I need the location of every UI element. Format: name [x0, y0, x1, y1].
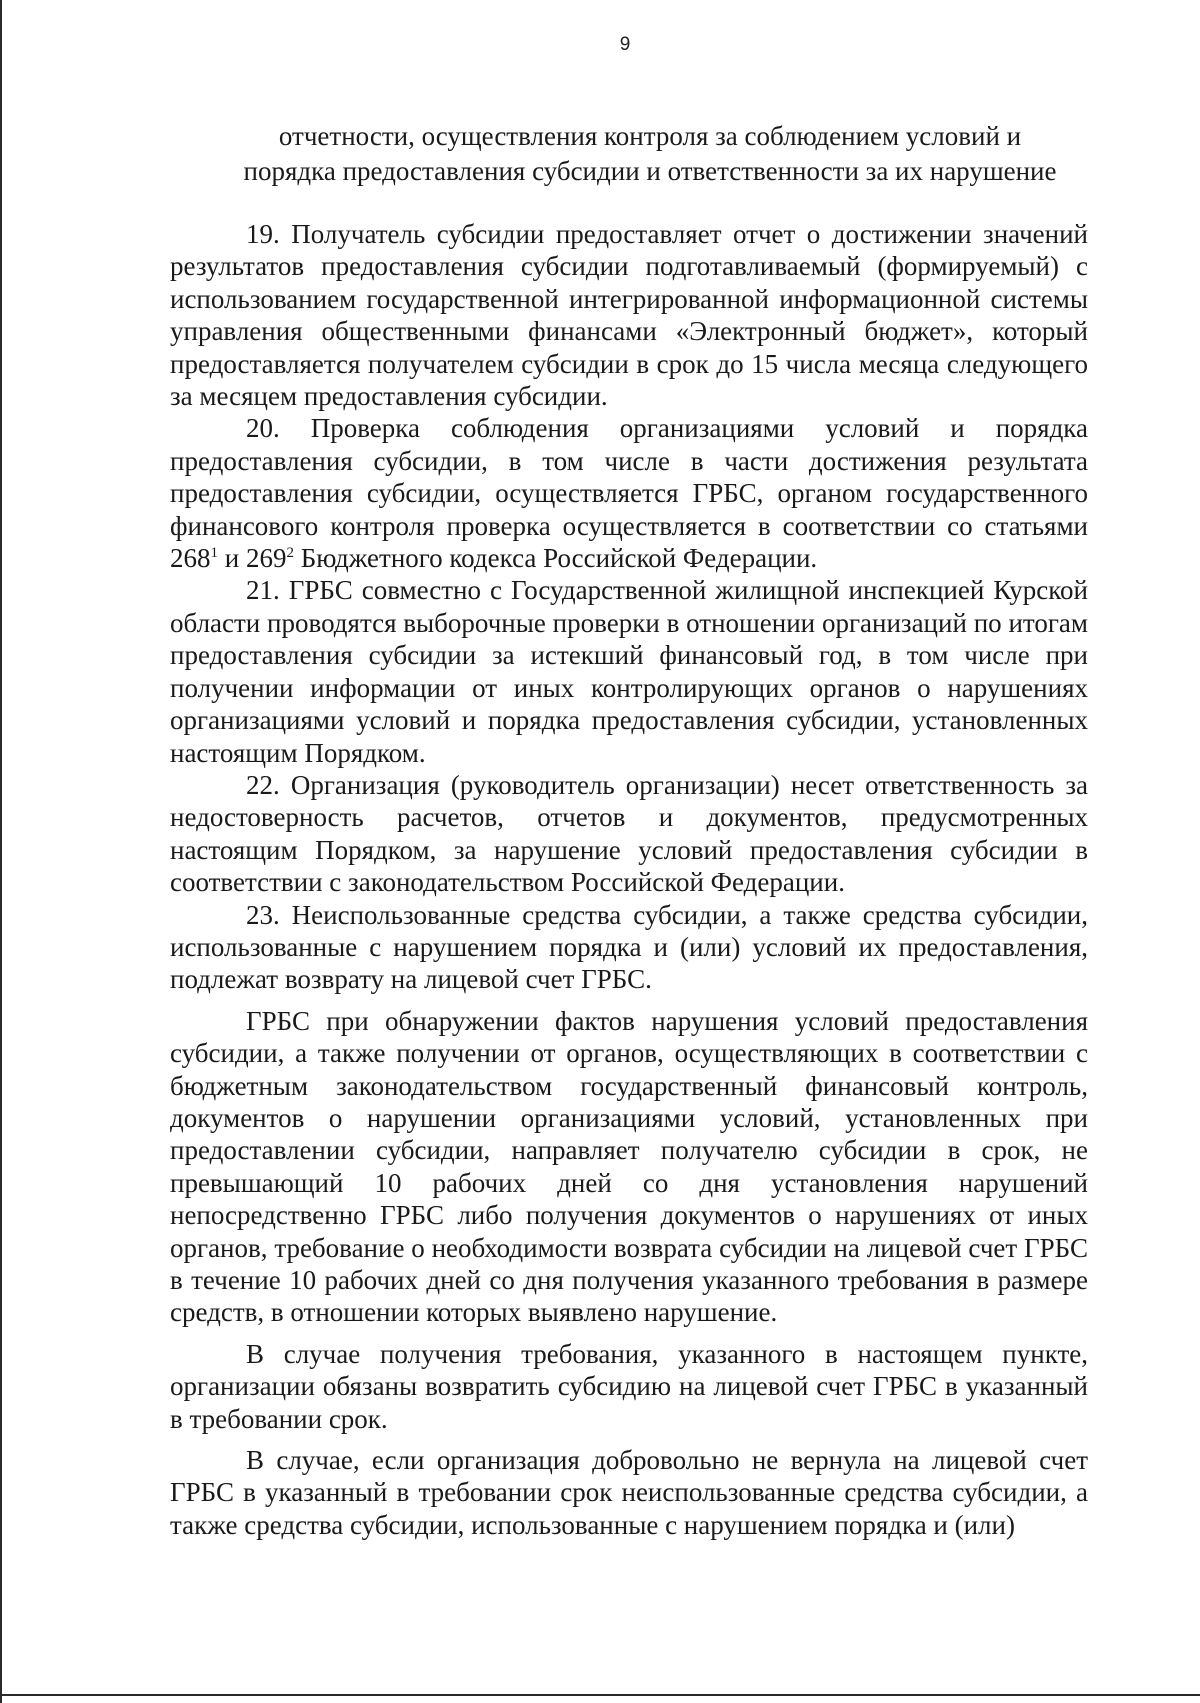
- paragraph-20-text: Бюджетного кодекса Российской Федерации.: [293, 543, 818, 574]
- paragraph-23: 23. Неиспользованные средства субсидии, а также средства субсидии, использованные с нарушением порядка и (или) условий их предоставления, подлежат возврату на лицевой счет ГРБС.: [170, 899, 1088, 995]
- heading-line: отчетности, осуществления контроля за соблюдением условий и: [278, 121, 1022, 151]
- document-body: [170, 218, 1088, 1541]
- paragraph-21: 21. ГРБС совместно с Государственной жилищной инспекцией Курской области проводятся выборочные проверки в отношении организаций по итогам предоставления субсидии за истекший финансовый год, в том числе при получении информации от иных контролирующих органов о нарушениях организациями условий и порядка предоставления субсидии, установленных настоящим Порядком.: [170, 575, 1088, 768]
- section-heading: [170, 119, 1130, 189]
- paragraph-23-grbs: ГРБС при обнаружении фактов нарушения условий предоставления субсидии, а также получении от органов, осуществляющих в соответствии с бюджетным законодательством государственный финансовый контроль, документов о нарушении организациями условий, установленных при предоставлении субсидии, направляет получателю субсидии в срок, не превышающий 10 рабочих дней со дня установления нарушений непосредственно ГРБС либо получения документов о нарушениях от иных органов, требование о необходимости возврата субсидии на лицевой счет ГРБС в течение 10 рабочих дней со дня получения указанного требования в размере средств, в отношении которых выявлено нарушение.: [170, 1005, 1088, 1328]
- heading-line: порядка предоставления субсидии и ответственности за их нарушение: [243, 156, 1057, 186]
- paragraph-20-text: 20. Проверка соблюдения организациями условий и порядка предоставления субсидии, в том числе в части достижения результата предоставления субсидии, осуществляется ГРБС, органом государственного финансового контроля проверка осуществляется в соответствии со статьями 268: [170, 413, 1088, 574]
- page-number: 9: [619, 34, 631, 55]
- paragraph-19: 19. Получатель субсидии предоставляет отчет о достижении значений результатов предоставления субсидии подготавливаемый (формируемый) с использованием государственной интегрированной информационной системы управления общественными финансами «Электронный бюджет», который предоставляется получателем субсидии в срок до 15 числа месяца следующего за месяцем предоставления субсидии.: [170, 219, 1088, 412]
- paragraph-22: 22. Организация (руководитель организации) несет ответственность за недостоверность расчетов, отчетов и документов, предусмотренных настоящим Порядком, за нарушение условий предоставления субсидии в соответствии с законодательством Российской Федерации.: [170, 769, 1088, 898]
- paragraph-20: [170, 412, 1088, 574]
- paragraph-20-text: и 269: [218, 543, 287, 574]
- paragraph-23-voluntary: В случае, если организация добровольно не вернула на лицевой счет ГРБС в указанный в требовании срок неиспользованные средства субсидии, а также средства субсидии, использованные с нарушением порядка и (или): [170, 1445, 1088, 1540]
- superscript: 2: [286, 545, 294, 562]
- superscript: 1: [210, 545, 218, 562]
- page-left-edge: [0, 0, 2, 1703]
- paragraph-23-demand: В случае получения требования, указанного в настоящем пункте, организации обязаны возвратить субсидию на лицевой счет ГРБС в указанный в требовании срок.: [170, 1338, 1088, 1434]
- page-bottom-edge: [0, 1694, 1200, 1696]
